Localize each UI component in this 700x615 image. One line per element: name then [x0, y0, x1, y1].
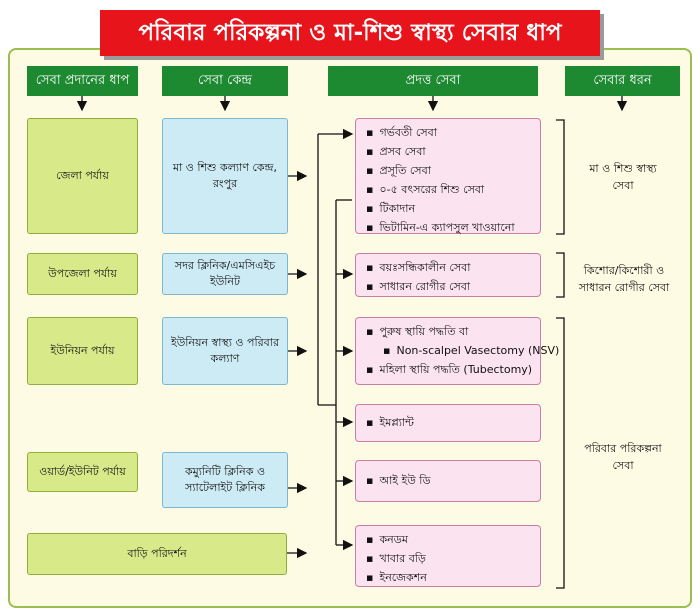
service-item: ▪ Non-scalpel Vasectomy (NSV): [366, 341, 530, 360]
stage-ward: ওয়ার্ড/ইউনিট পর্যায়: [27, 452, 138, 492]
center-upazila: সদর ক্লিনিক/এমসিএইচ ইউনিট: [162, 253, 288, 295]
header-stage: সেবা প্রদানের ধাপ: [27, 66, 138, 96]
service-item: ▪ কনডম: [366, 530, 530, 549]
service-item: ▪ সাধারন রোগীর সেবা: [366, 277, 530, 296]
service-type-fp: পরিবার পরিকল্পনা সেবা: [584, 442, 662, 473]
center-union: ইউনিয়ন স্বাস্থ্য ও পরিবার কল্যাণ: [162, 317, 288, 385]
stage-home-visit: বাড়ি পরিদর্শন: [27, 533, 287, 575]
header-center: সেবা কেন্দ্র: [162, 66, 288, 96]
header-service: প্রদত্ত সেবা: [328, 66, 538, 96]
service-type-adolescent: কিশোর/কিশোরী ও সাধারন রোগীর সেবা: [578, 264, 670, 295]
service-item: ▪ আই ইউ ডি: [366, 465, 530, 497]
service-item: ▪ পুরুষ স্থায়ি পদ্ধতি বা: [366, 322, 530, 341]
service-item: ▪ প্রসব সেবা: [366, 142, 530, 161]
service-item: ▪ বয়ঃসন্ধিকালীন সেবা: [366, 258, 530, 277]
service-item: ▪ ইমপ্ল্যান্ট: [366, 409, 530, 437]
diagram-title: পরিবার পরিকল্পনা ও মা-শিশু স্বাস্থ্য সেবার ধাপ: [100, 10, 600, 56]
stage-district: জেলা পর্যায়: [27, 118, 138, 234]
service-item: ▪ ইনজেকশন: [366, 568, 530, 587]
stage-upazila: উপজেলা পর্যায়: [27, 253, 138, 295]
stage-union: ইউনিয়ন পর্যায়: [27, 317, 138, 385]
center-district: মা ও শিশু কল্যাণ কেন্দ্র, রংপুর: [162, 118, 288, 234]
service-type-mch: মা ও শিশু স্বাস্থ্য সেবা: [589, 162, 657, 193]
header-service-type: সেবার ধরন: [565, 66, 680, 96]
center-ward: কম্যুনিটি ক্লিনিক ও স্যাটেলাইট ক্লিনিক: [162, 452, 288, 508]
service-item: ▪ ভিটামিন-এ ক্যাপসুল খাওয়ানো: [366, 218, 530, 237]
service-item: ▪ প্রসূতি সেবা: [366, 161, 530, 180]
service-item: ▪ টিকাদান: [366, 199, 530, 218]
service-item: ▪ গর্ভবতী সেবা: [366, 123, 530, 142]
service-item: ▪ ০-৫ বৎসরের শিশু সেবা: [366, 180, 530, 199]
service-item: ▪ মহিলা স্থায়ি পদ্ধতি (Tubectomy): [366, 360, 530, 379]
service-item: ▪ খাবার বড়ি: [366, 549, 530, 568]
